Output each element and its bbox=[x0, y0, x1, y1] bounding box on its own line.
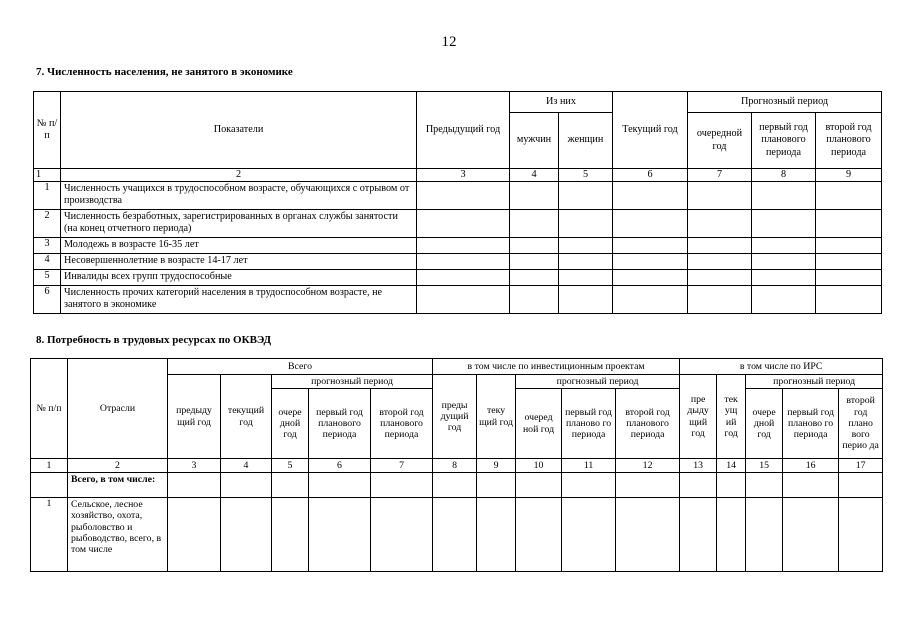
row-label: Численность безработных, зарегистрированных в органах службы занятости (на конец отчетного периода) bbox=[61, 210, 417, 238]
cell-value[interactable] bbox=[510, 286, 559, 314]
header-num: № п/п bbox=[31, 359, 68, 459]
col-number: 1 bbox=[31, 459, 68, 473]
cell-value[interactable] bbox=[816, 254, 882, 270]
row-label: Инвалиды всех групп трудоспособные bbox=[61, 270, 417, 286]
header-forecast: прогнозный период bbox=[746, 375, 883, 389]
cell-value[interactable] bbox=[272, 498, 309, 572]
col-number: 12 bbox=[616, 459, 680, 473]
cell-value[interactable] bbox=[688, 286, 752, 314]
header-next-year: очередной год bbox=[688, 113, 752, 169]
cell-value[interactable] bbox=[417, 254, 510, 270]
section-7-title: 7. Численность населения, не занятого в экономике bbox=[36, 66, 293, 78]
cell-value[interactable] bbox=[510, 254, 559, 270]
cell-value[interactable] bbox=[559, 182, 613, 210]
cell-value[interactable] bbox=[562, 473, 616, 498]
cell-value[interactable] bbox=[613, 286, 688, 314]
cell-value[interactable] bbox=[417, 210, 510, 238]
cell-value[interactable] bbox=[688, 210, 752, 238]
header-men: мужчин bbox=[510, 113, 559, 169]
cell-value[interactable] bbox=[816, 182, 882, 210]
row-label: Несовершеннолетние в возрасте 14-17 лет bbox=[61, 254, 417, 270]
cell-value[interactable] bbox=[616, 498, 680, 572]
cell-value[interactable] bbox=[688, 238, 752, 254]
cell-value[interactable] bbox=[433, 498, 477, 572]
table-row bbox=[34, 270, 882, 286]
cell-value[interactable] bbox=[746, 473, 783, 498]
cell-value[interactable] bbox=[477, 473, 516, 498]
cell-value[interactable] bbox=[752, 254, 816, 270]
header-current-year: теку щий год bbox=[477, 375, 516, 459]
cell-value[interactable] bbox=[371, 473, 433, 498]
row-number: 1 bbox=[34, 182, 61, 210]
header-forecast: Прогнозный период bbox=[688, 92, 882, 113]
cell-value[interactable] bbox=[516, 473, 562, 498]
cell-value[interactable] bbox=[752, 182, 816, 210]
cell-value[interactable] bbox=[417, 182, 510, 210]
col-number: 8 bbox=[752, 169, 816, 182]
col-number: 11 bbox=[562, 459, 616, 473]
col-number: 4 bbox=[510, 169, 559, 182]
cell-value[interactable] bbox=[417, 238, 510, 254]
cell-value[interactable] bbox=[613, 182, 688, 210]
cell-value[interactable] bbox=[680, 473, 717, 498]
population-not-employed-table bbox=[33, 91, 882, 314]
col-number: 13 bbox=[680, 459, 717, 473]
cell-value[interactable] bbox=[613, 238, 688, 254]
cell-value[interactable] bbox=[680, 498, 717, 572]
col-number: 5 bbox=[272, 459, 309, 473]
header-second-year: второй год планового периода bbox=[816, 113, 882, 169]
header-irs: в том числе по ИРС bbox=[680, 359, 883, 375]
cell-value[interactable] bbox=[752, 286, 816, 314]
cell-value[interactable] bbox=[746, 498, 783, 572]
header-num: № п/п bbox=[34, 92, 61, 169]
col-number: 1 bbox=[34, 169, 61, 182]
cell-value[interactable] bbox=[272, 473, 309, 498]
cell-value[interactable] bbox=[309, 498, 371, 572]
col-number: 15 bbox=[746, 459, 783, 473]
row-number: 3 bbox=[34, 238, 61, 254]
column-number-row bbox=[31, 459, 883, 473]
row-label: Молодежь в возрасте 16-35 лет bbox=[61, 238, 417, 254]
col-number: 5 bbox=[559, 169, 613, 182]
header-current-year: текущий год bbox=[221, 375, 272, 459]
header-current-year: тек ущ ий год bbox=[717, 375, 746, 459]
row-label: Сельское, лесное хозяйство, охота, рыболовство и рыбоводство, всего, в том числе bbox=[68, 498, 168, 572]
col-number: 9 bbox=[816, 169, 882, 182]
cell-value[interactable] bbox=[559, 238, 613, 254]
header-of-them: Из них bbox=[510, 92, 613, 113]
row-number: 4 bbox=[34, 254, 61, 270]
header-invest: в том числе по инвестиционным проектам bbox=[433, 359, 680, 375]
row-number: 2 bbox=[34, 210, 61, 238]
cell-value[interactable] bbox=[559, 270, 613, 286]
table-row bbox=[34, 254, 882, 270]
cell-value[interactable] bbox=[168, 498, 221, 572]
cell-value[interactable] bbox=[816, 286, 882, 314]
cell-value[interactable] bbox=[613, 270, 688, 286]
cell-value[interactable] bbox=[816, 210, 882, 238]
row-label: Численность прочих категорий населения в трудоспособном возрасте, не занятого в экономике bbox=[61, 286, 417, 314]
col-number: 3 bbox=[168, 459, 221, 473]
header-branches: Отрасли bbox=[68, 359, 168, 459]
header-next-year: очере дной год bbox=[746, 389, 783, 459]
row-number: 1 bbox=[31, 498, 68, 572]
cell-value[interactable] bbox=[752, 210, 816, 238]
col-number: 6 bbox=[613, 169, 688, 182]
header-indicators: Показатели bbox=[61, 92, 417, 169]
col-number: 8 bbox=[433, 459, 477, 473]
row-label: Всего, в том числе: bbox=[68, 473, 168, 498]
cell-value[interactable] bbox=[510, 238, 559, 254]
col-number: 9 bbox=[477, 459, 516, 473]
table-row bbox=[34, 238, 882, 254]
header-forecast: прогнозный период bbox=[516, 375, 680, 389]
cell-value[interactable] bbox=[688, 182, 752, 210]
column-number-row bbox=[34, 169, 882, 182]
table-row bbox=[31, 473, 883, 498]
cell-value[interactable] bbox=[510, 270, 559, 286]
section-8-title: 8. Потребность в трудовых ресурсах по ОКВЭД bbox=[36, 334, 272, 346]
table-row bbox=[34, 286, 882, 314]
header-first-year: первый год планово го периода bbox=[562, 389, 616, 459]
col-number: 4 bbox=[221, 459, 272, 473]
header-prev-year: предыду щий год bbox=[168, 375, 221, 459]
col-number: 2 bbox=[61, 169, 417, 182]
cell-value[interactable] bbox=[516, 498, 562, 572]
header-prev-year: преды дущий год bbox=[433, 375, 477, 459]
header-prev-year: пре дыду щий год bbox=[680, 375, 717, 459]
cell-value[interactable] bbox=[309, 473, 371, 498]
cell-value[interactable] bbox=[417, 270, 510, 286]
header-second-year: второй год планового периода bbox=[371, 389, 433, 459]
table-row bbox=[31, 498, 883, 572]
header-second-year: второй год плано вого перио да bbox=[839, 389, 883, 459]
cell-value[interactable] bbox=[616, 473, 680, 498]
col-number: 2 bbox=[68, 459, 168, 473]
cell-value[interactable] bbox=[839, 473, 883, 498]
cell-value[interactable] bbox=[752, 238, 816, 254]
cell-value[interactable] bbox=[783, 498, 839, 572]
header-first-year: первый год планового периода bbox=[309, 389, 371, 459]
cell-value[interactable] bbox=[613, 254, 688, 270]
row-number: 6 bbox=[34, 286, 61, 314]
header-forecast: прогнозный период bbox=[272, 375, 433, 389]
header-first-year: первый год планово го периода bbox=[783, 389, 839, 459]
header-total: Всего bbox=[168, 359, 433, 375]
cell-value[interactable] bbox=[688, 254, 752, 270]
header-second-year: второй год планового периода bbox=[616, 389, 680, 459]
header-next-year: очеред ной год bbox=[516, 389, 562, 459]
cell-value[interactable] bbox=[562, 498, 616, 572]
col-number: 17 bbox=[839, 459, 883, 473]
cell-value[interactable] bbox=[688, 270, 752, 286]
cell-value[interactable] bbox=[816, 238, 882, 254]
col-number: 16 bbox=[783, 459, 839, 473]
cell-value[interactable] bbox=[221, 473, 272, 498]
cell-value[interactable] bbox=[433, 473, 477, 498]
cell-value[interactable] bbox=[371, 498, 433, 572]
cell-value[interactable] bbox=[752, 270, 816, 286]
cell-value[interactable] bbox=[717, 473, 746, 498]
col-number: 7 bbox=[688, 169, 752, 182]
header-current-year: Текущий год bbox=[613, 92, 688, 169]
row-number bbox=[31, 473, 68, 498]
header-prev-year: Предыдущий год bbox=[417, 92, 510, 169]
cell-value[interactable] bbox=[839, 498, 883, 572]
cell-value[interactable] bbox=[559, 210, 613, 238]
col-number: 14 bbox=[717, 459, 746, 473]
table-row bbox=[34, 182, 882, 210]
col-number: 10 bbox=[516, 459, 562, 473]
row-label: Численность учащихся в трудоспособном возрасте, обучающихся с отрывом от производства bbox=[61, 182, 417, 210]
cell-value[interactable] bbox=[417, 286, 510, 314]
cell-value[interactable] bbox=[221, 498, 272, 572]
col-number: 3 bbox=[417, 169, 510, 182]
header-first-year: первый год планового периода bbox=[752, 113, 816, 169]
table-row bbox=[34, 210, 882, 238]
cell-value[interactable] bbox=[168, 473, 221, 498]
cell-value[interactable] bbox=[717, 498, 746, 572]
col-number: 6 bbox=[309, 459, 371, 473]
cell-value[interactable] bbox=[477, 498, 516, 572]
col-number: 7 bbox=[371, 459, 433, 473]
cell-value[interactable] bbox=[783, 473, 839, 498]
cell-value[interactable] bbox=[816, 270, 882, 286]
cell-value[interactable] bbox=[510, 210, 559, 238]
row-number: 5 bbox=[34, 270, 61, 286]
page-number: 12 bbox=[441, 34, 457, 50]
header-next-year: очере дной год bbox=[272, 389, 309, 459]
cell-value[interactable] bbox=[613, 210, 688, 238]
cell-value[interactable] bbox=[559, 254, 613, 270]
cell-value[interactable] bbox=[559, 286, 613, 314]
header-women: женщин bbox=[559, 113, 613, 169]
cell-value[interactable] bbox=[510, 182, 559, 210]
labor-needs-table bbox=[30, 358, 883, 572]
